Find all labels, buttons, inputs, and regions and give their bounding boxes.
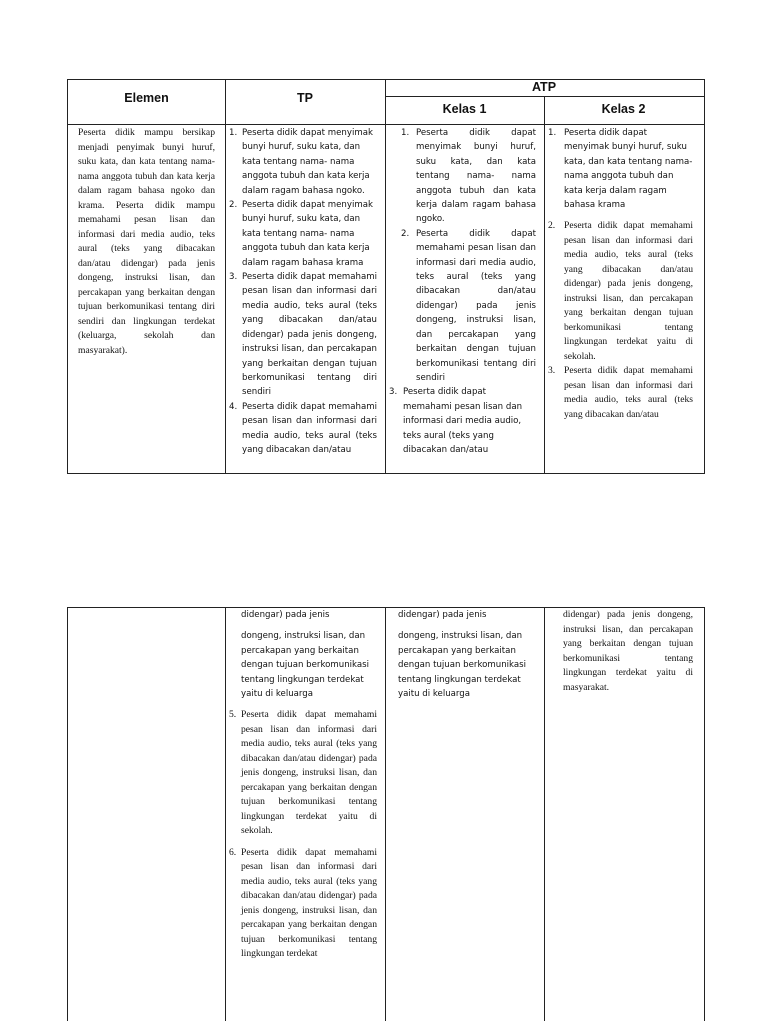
column-divider [225, 608, 226, 1021]
kelas-1-continuation-text: dongeng, instruksi lisan, dan percakapan yang berkaitan dengan tujuan berkomunikasi tentang lingkungan terdekat yaitu di keluarga [398, 631, 526, 700]
column-divider [385, 80, 386, 473]
tp-item: 1. Peserta didik dapat menyimak bunyi huruf, suku kata, dan kata tentang nama- nama anggota tubuh dan kata kerja dalam ragam bahasa ngoko. [229, 128, 373, 196]
tp-list-continued [229, 708, 377, 962]
header-row-divider [68, 124, 704, 125]
kelas-2-cell-continued [563, 608, 693, 808]
column-divider [544, 96, 545, 473]
curriculum-table-page2 [67, 607, 705, 1021]
elemen-cell [78, 126, 215, 470]
kelas-2-item: 3. Peserta didik dapat memahami pesan lisan dan informasi dari media audio, teks aural (teks yang dibacakan dan/atau [548, 365, 693, 420]
kelas-2-item: 2. Peserta didik dapat memahami pesan lisan dan informasi dari media audio, teks aural (teks yang dibacakan dan/atau didengar) pada jenis dongeng, instruksi lisan, dan percakapan yang berkaitan dengan tujuan berkomunikasi tentang lingkungan terdekat yaitu di sekolah. [548, 220, 693, 362]
kelas-2-continuation-text: didengar) pada jenis dongeng, instruksi lisan, dan percakapan yang berkaitan dengan tujuan berkomunikasi tentang lingkungan terdekat yaitu di masyarakat. [563, 609, 693, 693]
elemen-text: Peserta didik mampu bersikap menjadi penyimak bunyi huruf, suku kata, dan kata tentang nama- nama anggota tubuh dan kata kerja dalam ragam bahasa ngoko dan krama. Peserta didik mampu memahami pesan lisan dan informasi dari media audio, teks aural (teks yang dibacakan dan/atau didengar) pada jenis dongeng, instruksi lisan, dan percakapan yang berkaitan dengan tujuan berkomunikasi tentang diri sendiri dan lingkungan terdekat (keluarga, sekolah dan masyarakat). [78, 127, 215, 356]
kelas-1-item: 1. Peserta didik dapat menyimak bunyi huruf, suku kata, dan kata tentang nama- nama anggota tubuh dan kata kerja dalam ragam bahasa ngoko. [401, 128, 536, 225]
header-kelas-2: Kelas 2 [601, 102, 646, 116]
kelas-2-cell [548, 126, 693, 470]
row-divider [385, 96, 704, 97]
tp-item: 3. Peserta didik dapat memahami pesan lisan dan informasi dari media audio, teks aural (teks yang dibacakan dan/atau didengar) pada jenis dongeng, instruksi lisan, dan percakapan yang berkaitan dengan tujuan berkomunikasi tentang diri sendiri [229, 272, 377, 398]
tp-cell-continued [229, 608, 377, 1021]
tp-cell [229, 126, 377, 470]
tp-continuation-text: dongeng, instruksi lisan, dan percakapan yang berkaitan dengan tujuan berkomunikasi tentang lingkungan terdekat yaitu di keluarga [241, 631, 369, 700]
tp-item: 5. Peserta didik dapat memahami pesan lisan dan informasi dari media audio, teks aural (teks yang dibacakan dan/atau didengar) pada jenis dongeng, instruksi lisan, dan percakapan yang berkaitan dengan tujuan berkomunikasi tentang lingkungan terdekat yaitu di sekolah. [229, 709, 377, 837]
header-kelas-1: Kelas 1 [442, 102, 487, 116]
kelas-2-list [548, 126, 693, 422]
kelas-1-cell [389, 126, 536, 470]
header-tp: TP [297, 91, 313, 105]
column-divider [225, 80, 226, 473]
kelas-1-item: 3. Peserta didik dapat memahami pesan lisan dan informasi dari media audio, teks aural (teks yang dibacakan dan/atau [389, 387, 523, 455]
tp-continuation-line: didengar) pada jenis [241, 610, 330, 620]
header-elemen: Elemen [124, 91, 169, 105]
tp-item: 4. Peserta didik dapat memahami pesan lisan dan informasi dari media audio, teks aural (teks yang dibacakan dan/atau [229, 401, 377, 455]
tp-item: 6. Peserta didik dapat memahami pesan lisan dan informasi dari media audio, teks aural (teks yang dibacakan dan/atau didengar) pada jenis dongeng, instruksi lisan, dan percakapan yang berkaitan dengan tujuan berkomunikasi tentang lingkungan terdekat [229, 846, 377, 960]
tp-item: 2. Peserta didik dapat menyimak bunyi huruf, suku kata, dan kata tentang nama- nama anggota tubuh dan kata kerja dalam ragam bahasa krama [229, 200, 373, 268]
kelas-1-list [389, 126, 536, 457]
kelas-2-item: 1. Peserta didik dapat menyimak bunyi huruf, suku kata, dan kata tentang nama- nama anggota tubuh dan kata kerja dalam ragam bahasa krama [548, 128, 693, 211]
curriculum-table-page1 [67, 79, 705, 474]
column-divider [544, 608, 545, 1021]
tp-list [229, 126, 377, 457]
kelas-1-continuation-line: didengar) pada jenis [398, 610, 487, 620]
header-atp: ATP [531, 80, 557, 94]
kelas-1-cell-continued [398, 608, 538, 808]
kelas-1-item: 2. Peserta didik dapat memahami pesan lisan dan informasi dari media audio, teks aural (teks yang dibacakan dan/atau didengar) pada jenis dongeng, instruksi lisan, dan percakapan yang berkaitan dengan tujuan berkomunikasi tentang diri sendiri [401, 228, 536, 383]
column-divider [385, 608, 386, 1021]
